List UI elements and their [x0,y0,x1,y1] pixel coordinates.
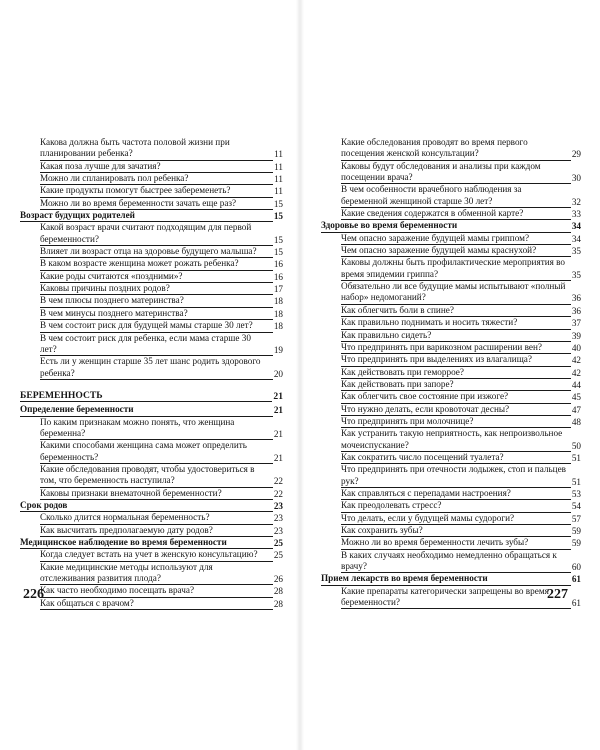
toc-entry [20,295,283,307]
toc-entry [20,210,283,222]
toc-entry-title: Какие продукты помогут быстрее забеременеть? [40,185,283,197]
toc-entry-title: Что нужно делать, если кровоточат десны? [341,404,581,416]
right-page-number: 227 [547,587,568,602]
toc-entry [20,585,283,597]
toc-entry-title: Как преодолевать стресс? [341,500,581,512]
toc-entry-page: 40 [571,342,581,353]
toc-entry-title: Определение беременности [20,404,283,416]
toc-entry-page: 45 [571,392,581,403]
toc-entry-title: Каковы будут обследования и анализы при каждом посещении врача? [341,161,581,185]
toc-entry [321,233,581,245]
toc-entry-title: Есть ли у женщин старше 35 лет шанс родить здорового ребенка? [40,356,283,380]
toc-entry-title: Какие роды считаются «поздними»? [40,271,283,283]
toc-entry [20,356,283,380]
toc-entry-page: 48 [571,416,581,427]
toc-entry-title: Можно ли во время беременности зачать еще раз? [40,198,283,210]
toc-entry [20,525,283,537]
toc-entry [321,317,581,329]
toc-entry-title: В чем состоит риск для будущей мамы старше 30 лет? [40,320,283,332]
toc-entry-page: 39 [571,330,581,341]
toc-entry-page: 11 [274,161,283,172]
right-page-toc [321,137,581,609]
toc-entry [20,488,283,500]
toc-entry-page: 23 [273,500,283,511]
toc-entry-page: 32 [571,196,581,207]
toc-entry-page: 61 [571,598,581,609]
toc-entry [20,440,283,464]
toc-entry [321,586,581,610]
toc-entry [321,452,581,464]
toc-entry-page: 34 [571,221,581,232]
toc-entry [321,573,581,585]
toc-entry-page: 36 [571,305,581,316]
toc-entry-title: Как действовать при запоре? [341,379,581,391]
toc-entry-page: 53 [571,488,581,499]
toc-entry-title: В чем особенности врачебного наблюдения за беременной женщиной старше 30 лет? [341,184,581,208]
toc-entry-page: 25 [273,550,283,561]
toc-entry-title: Какова должна быть частота половой жизни при планировании ребенка? [40,137,283,161]
toc-entry-title: Медицинское наблюдение во время беременности [20,537,283,549]
toc-entry-title: Что предпринять при молочнице? [341,416,581,428]
toc-entry-title: Срок родов [20,500,283,512]
toc-entry-page: 59 [571,526,581,536]
toc-entry-page: 23 [273,513,283,524]
toc-entry [20,271,283,283]
toc-entry-title: Как облегчить боли в спине? [341,305,581,317]
toc-entry-page: 29 [571,149,581,160]
toc-entry [321,354,581,366]
toc-entry-title: Как сохранить зубы? [341,525,581,537]
toc-entry-title: Какие обследования проводят во время первого посещения женской консультации? [341,137,581,161]
toc-entry [321,537,581,549]
toc-entry-title: Какой возраст врачи считают подходящим для первой беременности? [40,222,283,246]
toc-entry-page: 11 [274,186,283,197]
toc-entry [321,342,581,354]
toc-entry-page: 35 [571,269,581,280]
toc-entry [321,416,581,428]
toc-entry-page: 60 [571,562,581,573]
toc-entry [20,246,283,258]
toc-entry-page: 59 [571,538,581,549]
toc-entry-page: 23 [273,525,283,536]
toc-entry-page: 17 [273,284,283,295]
toc-entry-title: Как сократить число посещений туалета? [341,452,581,464]
toc-entry-page: 16 [273,259,283,270]
toc-entry-page: 18 [273,308,283,319]
toc-entry-title: Каковы должны быть профилактические мероприятия во время эпидемии гриппа? [341,257,581,281]
toc-entry [20,222,283,246]
toc-entry-title: Как облегчить свое состояние при изжоге? [341,391,581,403]
toc-entry-title: Здоровье во время беременности [321,220,581,232]
toc-entry-page: 34 [571,233,581,244]
toc-entry-title: В каких случаях необходимо немедленно обращаться к врачу? [341,550,581,574]
toc-entry-title: В чем плюсы позднего материнства? [40,295,283,307]
toc-entry [321,330,581,342]
toc-entry-page: 22 [273,488,283,499]
toc-entry-title: Что предпринять при отечности лодыжек, стоп и пальцев рук? [341,464,581,488]
left-page-number: 226 [23,587,44,602]
toc-entry-page: 51 [571,476,581,487]
toc-entry-title: Сколько длится нормальная беременность? [40,512,283,524]
toc-entry-page: 16 [273,271,283,282]
toc-entry [321,500,581,512]
toc-entry-title: Что делать, если у будущей мамы судороги? [341,513,581,525]
toc-entry [20,161,283,173]
toc-entry [321,367,581,379]
toc-entry-page: 36 [571,293,581,304]
toc-entry-title: Можно ли во время беременности лечить зубы? [341,537,581,549]
toc-entry [20,185,283,197]
toc-entry-title: Что предпринять при варикозном расширении вен? [341,342,581,354]
toc-entry-title: Обязательно ли все будущие мамы испытывают «полный набор» недомоганий? [341,281,581,305]
toc-entry-title: Чем опасно заражение будущей мамы краснухой? [341,245,581,257]
toc-entry [321,379,581,391]
toc-entry-title: Как справляться с перепадами настроения? [341,488,581,500]
toc-entry [20,333,283,357]
toc-entry [20,173,283,185]
toc-entry [20,417,283,441]
toc-entry-title: В чем минусы позднего материнства? [40,308,283,320]
toc-entry [20,198,283,210]
book-gutter [296,0,304,750]
toc-entry [20,390,283,402]
toc-entry [321,391,581,403]
toc-entry [321,220,581,232]
toc-entry-page: 26 [273,574,283,585]
toc-entry-page: 42 [571,355,581,366]
toc-entry-page: 15 [273,198,283,209]
toc-entry [321,428,581,452]
left-page-toc [20,137,283,610]
toc-entry-title: Что предпринять при выделениях из влагалища? [341,354,581,366]
toc-entry-title: Влияет ли возраст отца на здоровье будущего малыша? [40,246,283,258]
toc-entry [321,281,581,305]
toc-entry-title: Прием лекарств во время беременности [321,573,581,585]
toc-entry [321,488,581,500]
toc-entry-title: Как правильно сидеть? [341,330,581,342]
toc-entry-page: 28 [273,586,283,597]
toc-entry [20,464,283,488]
toc-entry [20,258,283,270]
toc-entry-title: БЕРЕМЕННОСТЬ [20,390,283,402]
toc-entry-page: 21 [273,405,283,416]
toc-entry [321,305,581,317]
toc-entry-page: 47 [571,404,581,415]
toc-entry-page: 61 [571,574,581,585]
toc-entry-page: 22 [273,476,283,487]
toc-entry-page: 19 [273,344,283,355]
toc-entry-page: 15 [273,234,283,245]
toc-entry [321,184,581,208]
toc-entry [321,525,581,537]
toc-entry [20,137,283,161]
toc-entry-page: 42 [571,367,581,378]
toc-entry-title: Можно ли спланировать пол ребенка? [40,173,283,185]
toc-entry-page: 21 [273,390,283,402]
toc-entry-title: Какие медицинские методы используют для отслеживания развития плода? [40,562,283,586]
toc-entry [20,500,283,512]
toc-entry-page: 15 [273,211,283,222]
toc-entry [321,161,581,185]
toc-entry-page: 37 [571,318,581,329]
toc-entry-title: Какие сведения содержатся в обменной карте? [341,208,581,220]
toc-entry-page: 18 [273,296,283,307]
toc-entry [20,308,283,320]
toc-entry-title: Чем опасно заражение будущей мамы гриппом? [341,233,581,245]
toc-entry [20,283,283,295]
toc-entry-title: Как общаться с врачом? [40,598,283,610]
toc-entry [321,245,581,257]
toc-entry-page: 51 [571,452,581,463]
toc-entry-page: 18 [273,321,283,332]
toc-entry-title: По каким признакам можно понять, что женщина беременна? [40,417,283,441]
toc-entry-page: 28 [273,598,283,609]
toc-entry-title: Каковы причины поздних родов? [40,283,283,295]
toc-entry [321,464,581,488]
toc-entry-title: Как высчитать предполагаемую дату родов? [40,525,283,537]
toc-entry-title: Какие препараты категорически запрещены во время беременности? [341,586,581,610]
toc-entry-page: 25 [273,538,283,548]
toc-entry-page: 54 [571,501,581,512]
toc-entry [20,512,283,524]
toc-entry [321,137,581,161]
toc-entry-title: Каковы признаки внематочной беременности? [40,488,283,500]
toc-entry-page: 44 [571,379,581,390]
toc-entry [20,598,283,610]
toc-entry [321,513,581,525]
toc-entry [20,537,283,549]
toc-entry-title: Какими способами женщина сама может определить беременность? [40,440,283,464]
toc-entry [321,404,581,416]
toc-entry [20,562,283,586]
toc-entry-title: Какая поза лучше для зачатия? [40,161,283,173]
toc-entry [20,549,283,561]
toc-entry-page: 30 [571,173,581,184]
toc-entry [20,320,283,332]
toc-entry-page: 50 [571,440,581,451]
toc-entry-page: 11 [274,174,283,185]
toc-entry-page: 11 [274,149,283,160]
toc-entry-page: 20 [273,368,283,379]
toc-entry-title: В каком возрасте женщина может рожать ребенка? [40,258,283,270]
toc-entry-title: В чем состоит риск для ребенка, если мама старше 30 лет? [40,333,283,357]
toc-entry-title: Как действовать при геморрое? [341,367,581,379]
toc-entry-page: 21 [273,428,283,439]
toc-entry [321,257,581,281]
toc-entry-title: Как устранить такую неприятность, как непроизвольное мочеиспускание? [341,428,581,452]
toc-entry [20,404,283,416]
toc-entry-page: 15 [273,247,283,258]
toc-entry-page: 57 [571,513,581,524]
toc-entry-title: Возраст будущих родителей [20,210,283,222]
toc-entry [321,208,581,220]
toc-entry-page: 33 [571,209,581,220]
toc-entry-page: 35 [571,246,581,257]
toc-entry-title: Когда следует встать на учет в женскую консультацию? [40,549,283,561]
toc-entry-title: Как часто необходимо посещать врача? [40,585,283,597]
toc-entry-title: Как правильно поднимать и носить тяжести? [341,317,581,329]
toc-entry-page: 21 [273,452,283,463]
toc-entry-title: Какие обследования проводят, чтобы удостовериться в том, что беременность наступила? [40,464,283,488]
toc-entry [321,550,581,574]
